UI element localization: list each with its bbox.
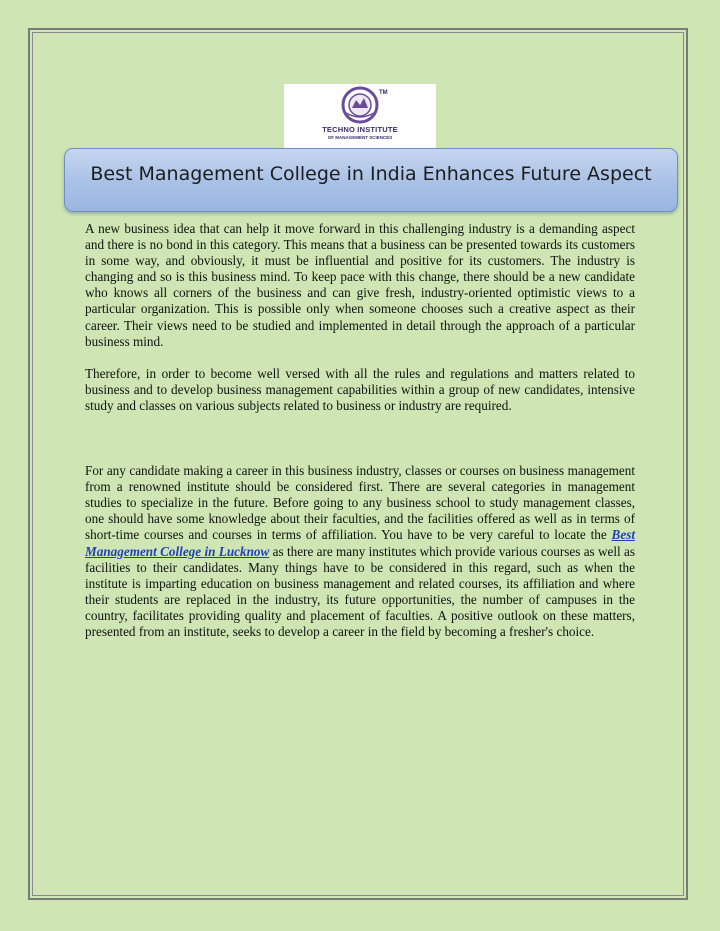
page-title: Best Management College in India Enhances Future Aspect — [90, 163, 652, 185]
institute-emblem-icon — [332, 86, 388, 124]
svg-text:TM: TM — [379, 90, 388, 96]
paragraph-1: A new business idea that can help it move forward in this challenging industry is a demanding aspect and there is no bond in this category. This means that a business can be presented towards its customers in some way, and obviously, it must be influential and positive for its customers. The industry is changing and so is this business mind. To keep pace with this change, there should be a new candidate who knows all corners of the business and can give fresh, industry-oriented optimistic views to a particular organization. This is possible only when someone chooses such a creative aspect as their career. Their views need to be studied and implemented in detail through the approach of a particular business mind. — [85, 221, 635, 349]
paragraph-3-end: as there are many institutes which provide various courses as well as facilities to their candidates. Many things have to be considered in this regard, such as when the institute is imparting education on business management and related courses, its affiliation and where their students are replaced in the industry, its future opportunities, the number of campuses in the country, facilitates providing quality and placement of faculties. A positive outlook on these matters, presented from an institute, seeks to develop a career in the field by becoming a fresher's choice. — [85, 543, 635, 639]
paragraph-2: Therefore, in order to become well versed with all the rules and regulations and matters related to business and to develop business management capabilities within a group of new candidates, intensive study and classes on various subjects related to business or industry are required. — [85, 365, 635, 413]
logo-subtitle: OF MANAGEMENT SCIENCES — [327, 135, 393, 140]
college-link[interactable]: Best Management College in Lucknow — [85, 527, 635, 559]
institute-logo — [284, 84, 436, 150]
article-body — [85, 221, 635, 640]
logo-name: TECHNO INSTITUTE — [322, 125, 398, 134]
paragraph-3 — [85, 463, 635, 640]
title-banner — [64, 148, 678, 212]
paragraph-3-start: For any candidate making a career in this business industry, classes or courses on business management from a renowned institute should be considered first. There are several categories in management studies to specialize in the future. Before going to any business school to study management classes, one should have some knowledge about their faculties, and the facilities offered as well as in terms of short-time courses and courses in terms of affiliation. You have to be very careful to locate the — [85, 463, 635, 543]
